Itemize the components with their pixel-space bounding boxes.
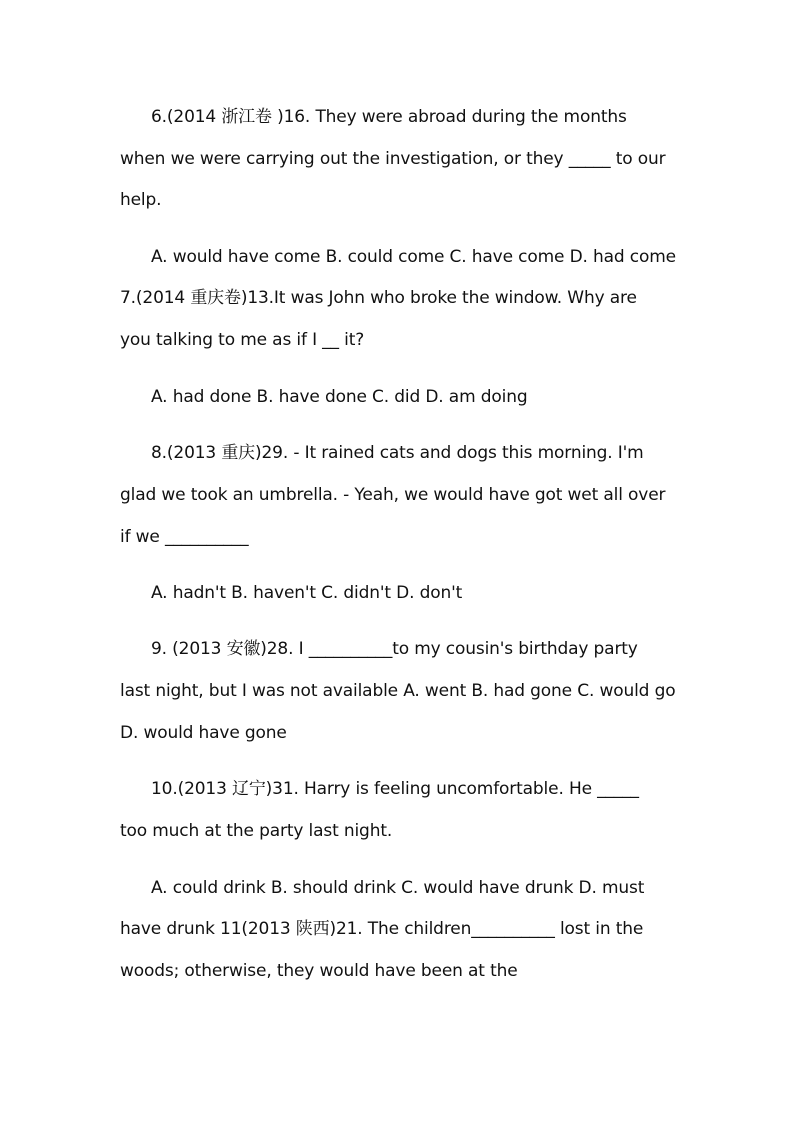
q6-line-3: help. [120,190,162,210]
q7-line-1: 7.(2014 重庆卷)13.It was John who broke the window. Why are [120,288,637,308]
q6-line-2: when we were carrying out the investigation, or they _____ to our [120,149,666,169]
q8-line-2: glad we took an umbrella. - Yeah, we would have got wet all over [120,485,666,505]
q8-line-3: if we __________ [120,527,249,547]
q6-options: A. would have come B. could come C. have come D. had come [151,247,676,267]
q10-line-1: 10.(2013 辽宁)31. Harry is feeling uncomfortable. He _____ [151,779,639,799]
q10-line-2: too much at the party last night. [120,821,393,841]
q9-line-2: last night, but I was not available A. went B. had gone C. would go [120,681,676,701]
q11-line-2: woods; otherwise, they would have been at the [120,961,518,981]
q9-line-1: 9. (2013 安徽)28. I __________to my cousin's birthday party [151,639,638,659]
q8-options: A. hadn't B. haven't C. didn't D. don't [151,583,463,603]
q7-options: A. had done B. have done C. did D. am doing [151,387,528,407]
q8-line-1: 8.(2013 重庆)29. - It rained cats and dogs this morning. I'm [151,443,644,463]
q11-line-1: have drunk 11(2013 陕西)21. The children__________ lost in the [120,919,644,939]
q7-line-2: you talking to me as if I __ it? [120,330,365,350]
q6-line-1: 6.(2014 浙江卷 )16. They were abroad during the months [151,107,627,127]
q9-line-3: D. would have gone [120,723,287,743]
q10-options: A. could drink B. should drink C. would have drunk D. must [151,878,645,898]
